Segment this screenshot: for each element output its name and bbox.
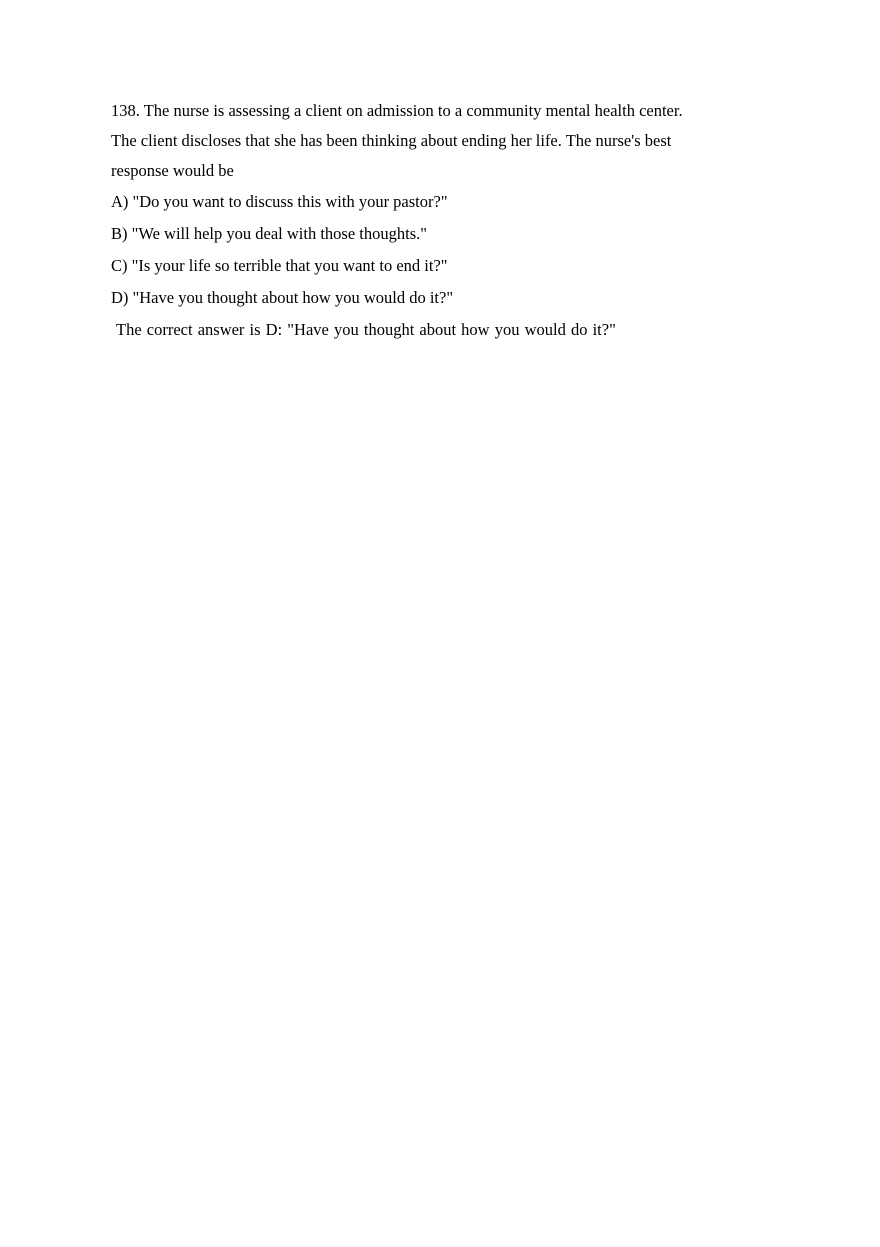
question-stem-line: response would be xyxy=(111,161,234,180)
question-stem-line: 138. The nurse is assessing a client on admission to a community mental health center. xyxy=(111,101,683,120)
option-c: C) "Is your life so terrible that you want to end it?" xyxy=(111,256,448,275)
option-d: D) "Have you thought about how you would do it?" xyxy=(111,288,454,307)
question-block xyxy=(111,96,771,346)
question-stem xyxy=(111,96,771,186)
question-stem-line: The client discloses that she has been thinking about ending her life. The nurse's best xyxy=(111,131,672,150)
answer-options xyxy=(111,186,771,314)
option-b: B) "We will help you deal with those thoughts." xyxy=(111,224,427,243)
correct-answer: The correct answer is D: "Have you thought about how you would do it?" xyxy=(116,320,616,339)
option-a: A) "Do you want to discuss this with your pastor?" xyxy=(111,192,448,211)
